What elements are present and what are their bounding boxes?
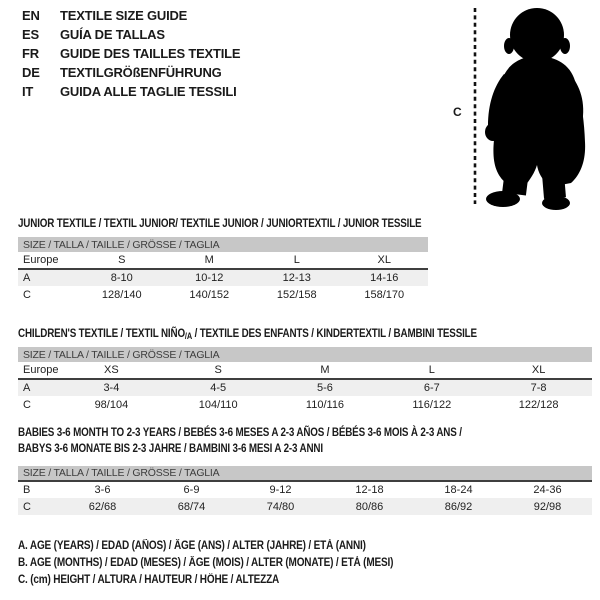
language-code: ES: [22, 27, 39, 42]
junior-section-title: [18, 214, 510, 232]
footnote-c: [18, 570, 449, 587]
table-row-age: [18, 269, 428, 286]
language-row-en: [22, 6, 240, 25]
footnotes: [18, 536, 449, 587]
babies-section-title-line1: BABIES 3-6 MONTH TO 2-3 YEARS / BEBÉS 3-6 MESES A 2-3 AÑOS / BÉBÉS 3-6 MOIS À 2-3 ANS /: [18, 425, 462, 439]
size-header-bar: [18, 466, 592, 481]
language-title: GUIDA ALLE TAGLIE TESSILI: [60, 84, 237, 99]
size-cell: XL: [485, 362, 592, 379]
row-label: Europe: [18, 252, 78, 269]
value-cell: 7-8: [485, 379, 592, 396]
size-cell: M: [272, 362, 379, 379]
language-code: FR: [22, 46, 39, 61]
size-header-bar: [18, 237, 428, 252]
size-cell: S: [165, 362, 272, 379]
value-cell: 10-12: [166, 269, 254, 286]
table-row-months: [18, 481, 592, 498]
value-cell: 4-5: [165, 379, 272, 396]
value-cell: 110/116: [305, 398, 345, 411]
babies-section-title-line2: BABYS 3-6 MONATE BIS 2-3 JAHRE / BAMBINI 3-6 MESI A 2-3 ANNI: [18, 441, 323, 455]
row-label: C: [23, 398, 31, 411]
children-title-rest: / TEXTILE DES ENFANTS / KINDERTEXTIL / BAMBINI TESSILE: [191, 326, 477, 340]
size-cell: S: [78, 252, 166, 269]
row-label: Europe: [18, 362, 58, 379]
size-figure: [440, 2, 600, 214]
value-cell: 122/128: [518, 398, 559, 411]
table-row-europe: [18, 362, 592, 379]
size-cell: M: [166, 252, 254, 269]
size-header-text: SIZE / TALLA / TAILLE / GRÖSSE / TAGLIA: [18, 347, 592, 362]
value-cell: 6-9: [183, 484, 200, 496]
language-title: GUÍA DE TALLAS: [60, 27, 165, 42]
value-cell: 86/92: [414, 498, 503, 515]
row-label: B: [23, 484, 31, 496]
value-cell: 24-36: [533, 484, 562, 496]
table-row-europe: [18, 252, 428, 269]
value-cell: 128/140: [101, 288, 142, 301]
size-header-bar: [18, 347, 592, 362]
toddler-silhouette-icon: [440, 2, 600, 214]
table-row-age: [18, 379, 592, 396]
footnote-b-text: B. AGE (MONTHS) / EDAD (MESES) / ÂGE (MOIS) / ALTER (MONATE) / ETÀ (MESI): [18, 557, 394, 569]
size-header-text: SIZE / TALLA / TAILLE / GRÖSSE / TAGLIA: [18, 466, 592, 481]
junior-section-title-text: JUNIOR TEXTILE / TEXTIL JUNIOR/ TEXTILE JUNIOR / JUNIORTEXTIL / JUNIOR TESSILE: [18, 216, 422, 230]
value-cell: 140/152: [189, 288, 230, 301]
row-label: C: [23, 288, 31, 301]
children-title-main: CHILDREN'S TEXTILE / TEXTIL NIÑO: [18, 326, 185, 340]
value-cell: 3-4: [58, 379, 165, 396]
language-code: DE: [22, 65, 40, 80]
size-header-text: SIZE / TALLA / TAILLE / GRÖSSE / TAGLIA: [18, 237, 428, 252]
table-row-height: [18, 498, 592, 515]
junior-size-table: [18, 237, 428, 303]
size-cell: L: [378, 362, 485, 379]
value-cell: 9-12: [269, 484, 292, 496]
figure-height-label: C: [453, 105, 462, 119]
children-title-sub: /A: [184, 331, 192, 341]
value-cell: 152/158: [276, 288, 317, 301]
table-row-height: [18, 396, 592, 413]
size-cell: XL: [341, 252, 429, 269]
value-cell: 92/98: [503, 498, 592, 515]
language-row-de: [22, 63, 240, 82]
language-code: IT: [22, 84, 34, 99]
value-cell: 68/74: [147, 498, 236, 515]
children-section-title: [18, 324, 578, 342]
value-cell: 158/170: [364, 288, 405, 301]
value-cell: 116/122: [412, 398, 452, 411]
value-cell: 12-13: [253, 269, 341, 286]
value-cell: 12-18: [355, 484, 384, 496]
value-cell: 98/104: [94, 398, 129, 411]
value-cell: 74/80: [236, 498, 325, 515]
language-title: TEXTILGRÖßENFÜHRUNG: [60, 65, 222, 80]
language-row-es: [22, 25, 240, 44]
footnote-a-text: A. AGE (YEARS) / EDAD (AÑOS) / ÂGE (ANS) / ALTER (JAHRE) / ETÀ (ANNI): [18, 540, 366, 552]
footnote-a: [18, 536, 449, 553]
value-cell: 62/68: [58, 498, 147, 515]
value-cell: 14-16: [341, 269, 429, 286]
language-title: TEXTILE SIZE GUIDE: [60, 8, 188, 23]
value-cell: 3-6: [94, 484, 111, 496]
children-section-title-text: [18, 326, 477, 341]
value-cell: 80/86: [325, 498, 414, 515]
babies-section-title: [18, 424, 559, 456]
children-size-table: [18, 347, 592, 413]
baby-silhouette: [485, 8, 585, 210]
value-cell: 6-7: [378, 379, 485, 396]
babies-size-table: [18, 466, 592, 515]
language-title: GUIDE DES TAILLES TEXTILE: [60, 46, 241, 61]
footnote-b: [18, 553, 449, 570]
language-row-it: [22, 82, 240, 101]
value-cell: 18-24: [444, 484, 473, 496]
language-code: EN: [22, 8, 40, 23]
footnote-c-text: C. (cm) HEIGHT / ALTURA / HAUTEUR / HÖHE / ALTEZZA: [18, 574, 280, 586]
language-row-fr: [22, 44, 240, 63]
size-cell: XS: [58, 362, 165, 379]
value-cell: 104/110: [198, 398, 238, 411]
value-cell: 8-10: [78, 269, 166, 286]
table-row-height: [18, 286, 428, 303]
value-cell: 5-6: [272, 379, 379, 396]
row-label: A: [18, 269, 78, 286]
row-label: C: [18, 498, 58, 515]
language-list: [22, 6, 240, 101]
row-label: A: [18, 379, 58, 396]
size-cell: L: [253, 252, 341, 269]
